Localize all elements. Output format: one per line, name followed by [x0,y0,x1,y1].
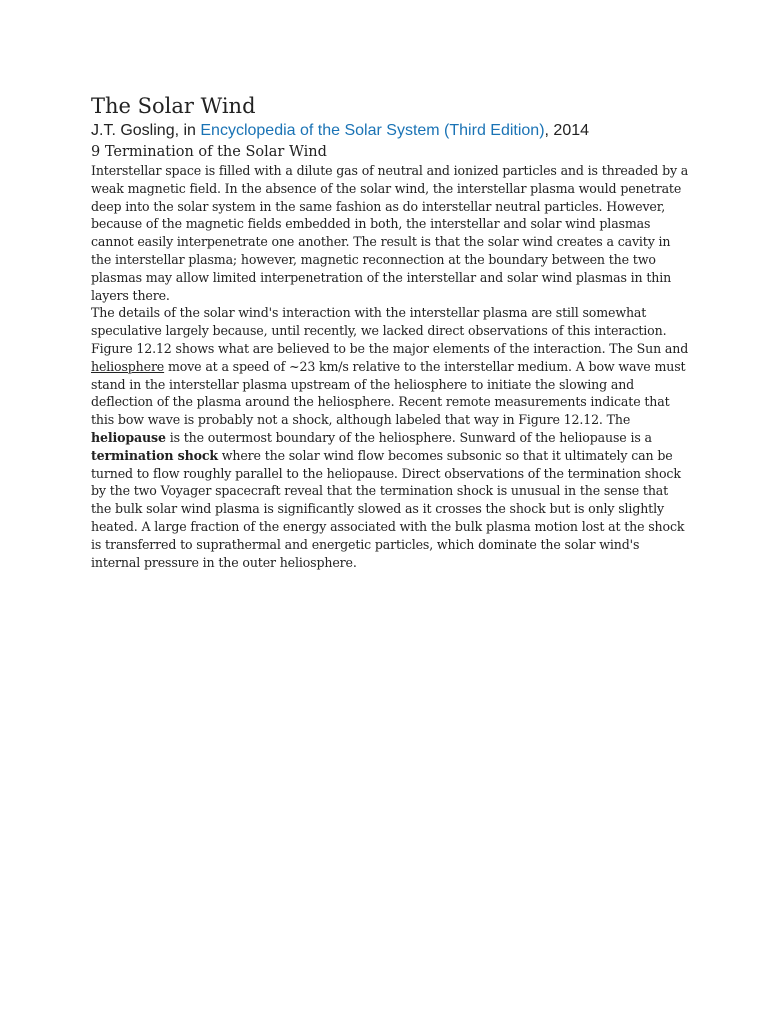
source-year: , 2014 [544,122,590,139]
source-author: J.T. Gosling, in [91,122,201,139]
page-title: The Solar Wind [91,94,256,118]
document-page [91,92,691,571]
paragraph-1: Interstellar space is filled with a dilute gas of neutral and ionized particles and is threaded by a weak magnetic field. In the absence of the solar wind, the interstellar plasma would penetrate deep into the solar system in the same fashion as do interstellar neutral particles. However, because of the magnetic fields embedded in both, the interstellar and solar wind plasmas cannot easily interpenetrate one another. The result is that the solar wind creates a cavity in the interstellar plasma; however, magnetic reconnection at the boundary between the two plasmas may allow limited interpenetration of the interstellar and solar wind plasmas in thin layers there. [91,163,689,303]
book-title-link[interactable]: Encyclopedia of the Solar System (Third Edition) [200,122,545,139]
paragraph-2-part-1: The details of the solar wind's interaction with the interstellar plasma are still somewhat speculative largely because, until recently, we lacked direct observations of this interaction. Figure 12.12 shows what are believed to be the major elements of the interaction. The Sun and [91,305,689,356]
term-heliosphere-link[interactable]: heliosphere [91,358,165,374]
paragraph-2-part-4: where the solar wind flow becomes subsonic so that it ultimately can be turned to flow roughly parallel to the heliopause. Direct observations of the termination shock by the two Voyager spacecraft reveal that the termination shock is unusual in the sense that the bulk solar wind plasma is significantly slowed as it crosses the shock but is only slightly heated. A large fraction of the energy associated with the bulk plasma motion lost at the shock is transferred to suprathermal and energetic particles, which dominate the solar wind's internal pressure in the outer heliosphere. [91,447,685,570]
term-termination-shock: termination shock [91,447,218,463]
term-heliopause: heliopause [91,429,166,445]
paragraph-2 [91,304,691,571]
section-heading: 9 Termination of the Solar Wind [91,144,327,160]
paragraph-2-part-2: move at a speed of ~23 km/s relative to the interstellar medium. A bow wave must stand in the interstellar plasma upstream of the heliosphere to initiate the slowing and deflection of the plasma around the heliosphere. Recent remote measurements indicate that this bow wave is probably not a shock, although labeled that way in Figure 12.12. The [91,358,686,428]
paragraph-2-part-3: is the outermost boundary of the heliosphere. Sunward of the heliopause is a [165,429,652,445]
source-citation [91,120,691,141]
